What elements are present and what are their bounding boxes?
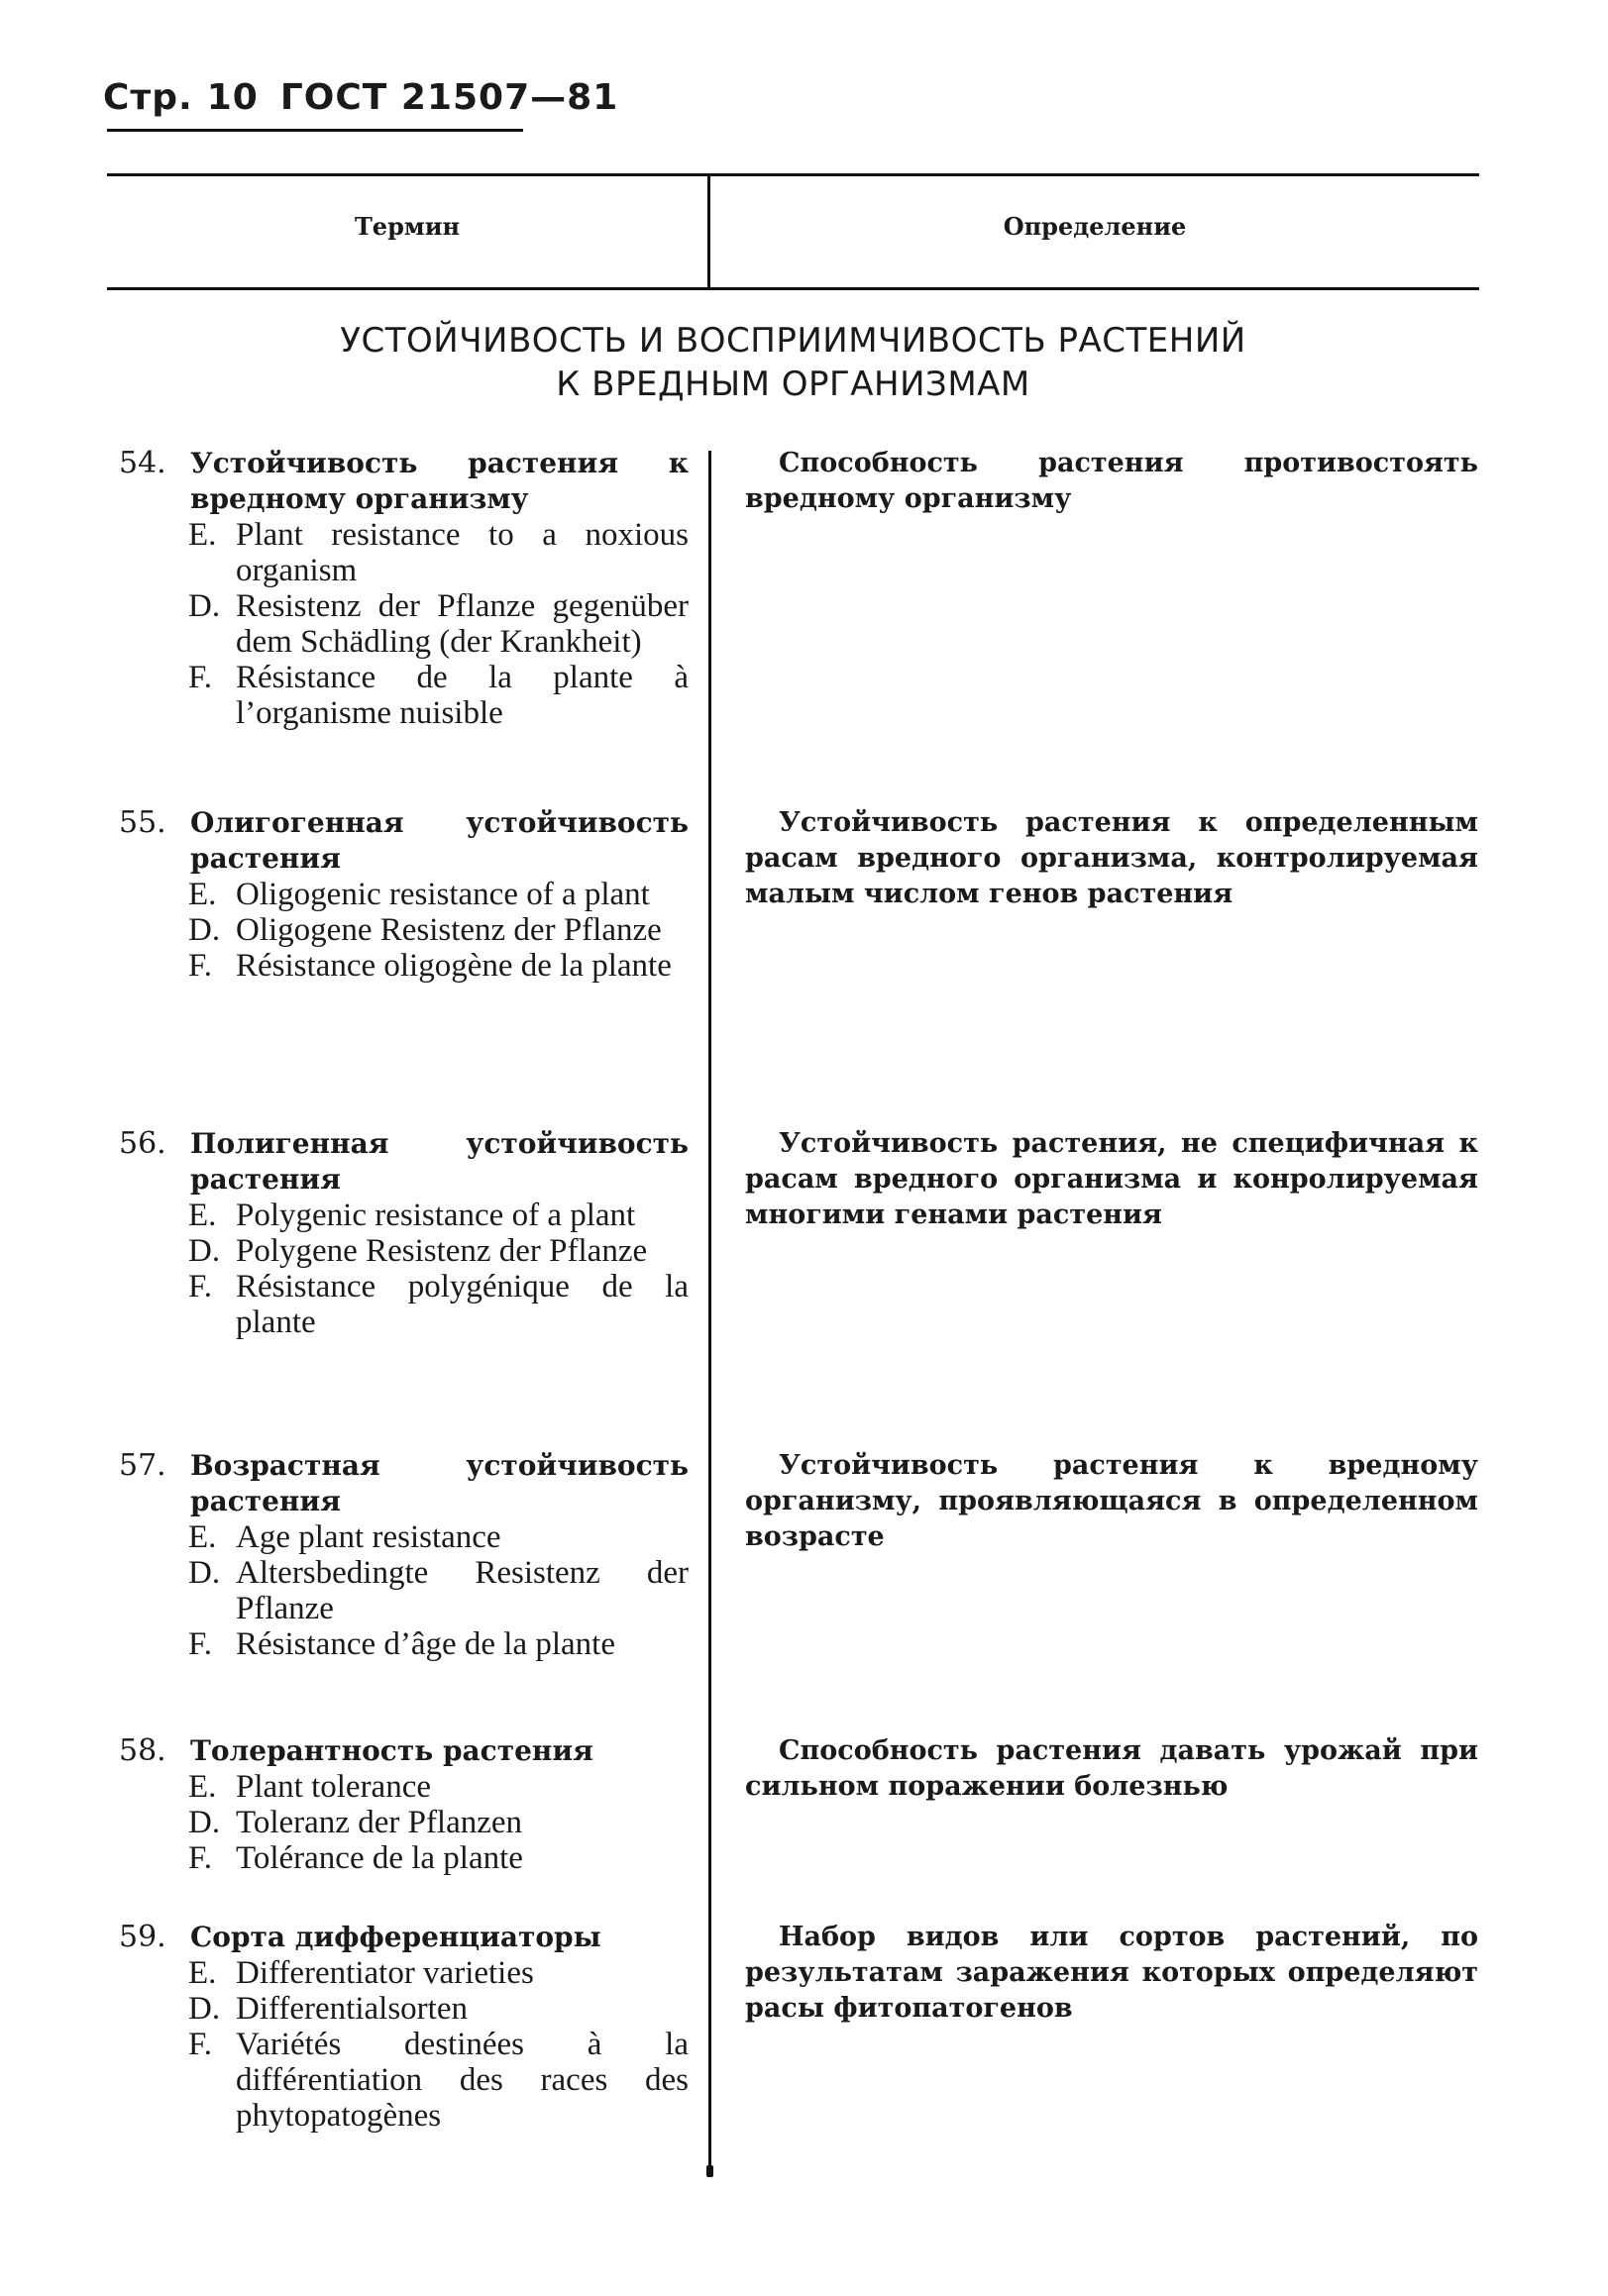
table-top-rule xyxy=(107,173,1479,176)
term-block xyxy=(119,1126,689,1340)
translation-german: D. Resistenz der Pflanze gegenüber dem Schädling (der Krankheit) xyxy=(188,588,689,660)
translation-german: D. Differentialsorten xyxy=(188,1991,468,2027)
translations xyxy=(188,1198,689,1340)
translation-english: E. Oligogenic resistance of a plant xyxy=(188,877,650,912)
section-title-line-1: УСТОЙЧИВОСТЬ И ВОСПРИИМЧИВОСТЬ РАСТЕНИЙ xyxy=(340,321,1246,361)
standard-code: ГОСТ 21507—81 xyxy=(279,77,619,118)
column-end-mark xyxy=(706,2165,713,2177)
term-number: 56. xyxy=(119,1126,166,1161)
translation-english: E. Plant tolerance xyxy=(188,1769,432,1805)
translations xyxy=(188,1955,689,2134)
translation-german: D. Oligogene Resistenz der Pflanze xyxy=(188,912,662,948)
translation-german: D. Toleranz der Pflanzen xyxy=(188,1805,523,1840)
term-block xyxy=(119,446,689,731)
header-underline xyxy=(107,129,523,132)
translations xyxy=(188,1769,689,1876)
translation-french: F. Résistance d’âge de la plante xyxy=(188,1626,615,1662)
term-number: 58. xyxy=(119,1733,166,1768)
term-name: Сорта дифференциаторы xyxy=(190,1921,601,1953)
table-header-bottom-rule xyxy=(107,287,1479,290)
term-number: 54. xyxy=(119,446,166,480)
translation-german: D. Polygene Resistenz der Pflanze xyxy=(188,1233,648,1269)
translation-english: E. Age plant resistance xyxy=(188,1519,501,1555)
translation-english: E. Plant resistance to a noxious organism xyxy=(188,517,689,588)
section-title xyxy=(107,319,1479,406)
section-title-line-2: К ВРЕДНЫМ ОРГАНИЗМАМ xyxy=(556,365,1030,404)
term-definition: Набор видов или сортов растений, по результатам заражения которых определяют расы фитопатогенов xyxy=(745,1922,1478,2024)
translations xyxy=(188,517,689,731)
term-block xyxy=(119,805,689,984)
term-name: Полигенная устойчивость растения xyxy=(190,1127,689,1196)
term-block xyxy=(119,1920,689,2134)
page-header xyxy=(103,77,618,118)
term-definition: Устойчивость растения, не специфичная к расам вредного организма и конролируемая многими генами растения xyxy=(745,1128,1478,1230)
term-number: 55. xyxy=(119,805,166,840)
translation-english: E. Polygenic resistance of a plant xyxy=(188,1198,636,1233)
translation-french: F. Résistance polygénique de la plante xyxy=(188,1269,689,1340)
term-number: 59. xyxy=(119,1920,166,1954)
term-name: Возрастная устойчивость растения xyxy=(190,1449,689,1517)
term-block xyxy=(119,1448,689,1662)
page-prefix: Стр. xyxy=(103,77,193,118)
column-divider xyxy=(708,451,711,2169)
term-definition: Способность растения давать урожай при сильном поражении болезнью xyxy=(745,1735,1478,1802)
term-name: Устойчивость растения к вредному организму xyxy=(190,447,689,515)
column-header-term: Термин xyxy=(354,212,461,241)
column-header-definition: Определение xyxy=(1003,212,1187,241)
page-number: 10 xyxy=(206,77,259,118)
term-definition: Способность растения противостоять вредному организму xyxy=(745,448,1478,514)
term-definition: Устойчивость растения к вредному организму, проявляющаяся в определенном возрасте xyxy=(745,1450,1478,1552)
translation-french: F. Variétés destinées à la différentiation des races des phytopatogènes xyxy=(188,2027,689,2134)
translation-german: D. Altersbedingte Resistenz der Pflanze xyxy=(188,1555,689,1626)
translation-french: F. Résistance oligogène de la plante xyxy=(188,948,672,984)
term-block xyxy=(119,1733,689,1876)
term-name: Олигогенная устойчивость растения xyxy=(190,806,689,875)
translations xyxy=(188,1519,689,1662)
translation-french: F. Tolérance de la plante xyxy=(188,1840,523,1876)
translation-english: E. Differentiator varieties xyxy=(188,1955,534,1991)
term-name: Толерантность растения xyxy=(190,1734,593,1767)
term-number: 57. xyxy=(119,1448,166,1483)
translation-french: F. Résistance de la plante à l’organisme nuisible xyxy=(188,660,689,731)
translations xyxy=(188,877,689,984)
term-definition: Устойчивость растения к определенным расам вредного организма, контролируемая малым числом генов растения xyxy=(745,807,1478,909)
